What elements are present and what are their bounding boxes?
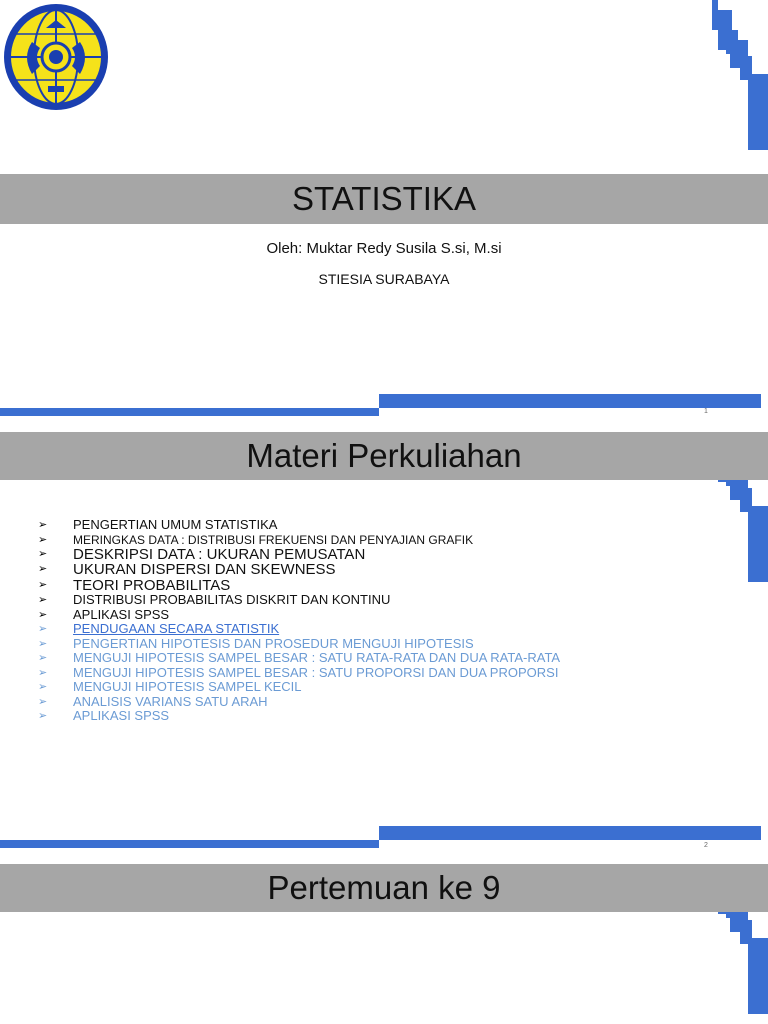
slide-1 [0, 0, 768, 420]
arrowhead-bullet-icon: ➢ [38, 547, 48, 560]
topic-list [38, 518, 718, 724]
topic-item [38, 666, 718, 681]
slide-title: Materi Perkuliahan [0, 432, 768, 480]
topic-label: APLIKASI SPSS [73, 606, 170, 622]
slide-title: STATISTIKA [0, 174, 768, 224]
topic-item [38, 518, 718, 533]
topic-item [38, 680, 718, 695]
footer-bar-upper [379, 394, 761, 408]
topic-item [38, 547, 718, 563]
topic-item [38, 533, 718, 547]
slide-3 [0, 864, 768, 1024]
topic-label: DISTRIBUSI PROBABILITAS DISKRIT DAN KONTINU [73, 592, 391, 607]
topic-label: PENGERTIAN HIPOTESIS DAN PROSEDUR MENGUJI HIPOTESIS [73, 635, 474, 651]
arrowhead-bullet-icon: ➢ [38, 563, 48, 575]
arrowhead-bullet-icon: ➢ [38, 519, 48, 531]
footer-bar-upper [379, 826, 761, 840]
arrowhead-bullet-icon: ➢ [38, 594, 48, 606]
topic-item [38, 695, 718, 710]
topic-item [38, 608, 718, 623]
footer-bar-lower [0, 408, 379, 416]
topic-label: MENGUJI HIPOTESIS SAMPEL KECIL [73, 679, 302, 694]
slide-title: Pertemuan ke 9 [0, 864, 768, 912]
topic-label: PENDUGAAN SECARA STATISTIK [73, 621, 280, 636]
arrowhead-bullet-icon: ➢ [38, 608, 48, 621]
arrowhead-bullet-icon: ➢ [38, 652, 48, 664]
topic-label: MERINGKAS DATA : DISTRIBUSI FREKUENSI DAN PENYAJIAN GRAFIK [73, 532, 474, 547]
arrowhead-bullet-icon: ➢ [38, 695, 48, 708]
institution-line: STIESIA SURABAYA [318, 271, 450, 287]
arrowhead-bullet-icon: ➢ [38, 578, 48, 591]
topic-label: APLIKASI SPSS [73, 708, 170, 723]
topic-label: TEORI PROBABILITAS [73, 576, 231, 594]
topic-label: PENGERTIAN UMUM STATISTIKA [73, 517, 278, 532]
page-number: 1 [704, 408, 708, 415]
topic-label: MENGUJI HIPOTESIS SAMPEL BESAR : SATU PROPORSI DAN DUA PROPORSI [73, 664, 559, 680]
topic-item [38, 578, 718, 594]
topic-item [38, 593, 718, 608]
topic-item [38, 622, 718, 637]
topic-item [38, 709, 718, 724]
page-number: 2 [704, 842, 708, 849]
arrowhead-bullet-icon: ➢ [38, 637, 48, 650]
arrowhead-bullet-icon: ➢ [38, 666, 48, 679]
blue-stair-decoration [712, 0, 768, 160]
slide-2 [0, 432, 768, 852]
topic-label: MENGUJI HIPOTESIS SAMPEL BESAR : SATU RATA-RATA DAN DUA RATA-RATA [73, 650, 561, 665]
footer-bar-lower [0, 840, 379, 848]
author-line: Oleh: Muktar Redy Susila S.si, M.si [266, 240, 502, 257]
topic-label: DESKRIPSI DATA : UKURAN PEMUSATAN [73, 545, 366, 563]
topic-label: UKURAN DISPERSI DAN SKEWNESS [73, 561, 336, 578]
topic-item [38, 637, 718, 652]
topic-item [38, 651, 718, 666]
arrowhead-bullet-icon: ➢ [38, 710, 48, 722]
arrowhead-bullet-icon: ➢ [38, 533, 48, 546]
topic-label: ANALISIS VARIANS SATU ARAH [73, 693, 268, 709]
arrowhead-bullet-icon: ➢ [38, 681, 48, 693]
university-emblem-icon [2, 2, 110, 112]
topic-item [38, 562, 718, 578]
arrowhead-bullet-icon: ➢ [38, 623, 48, 635]
